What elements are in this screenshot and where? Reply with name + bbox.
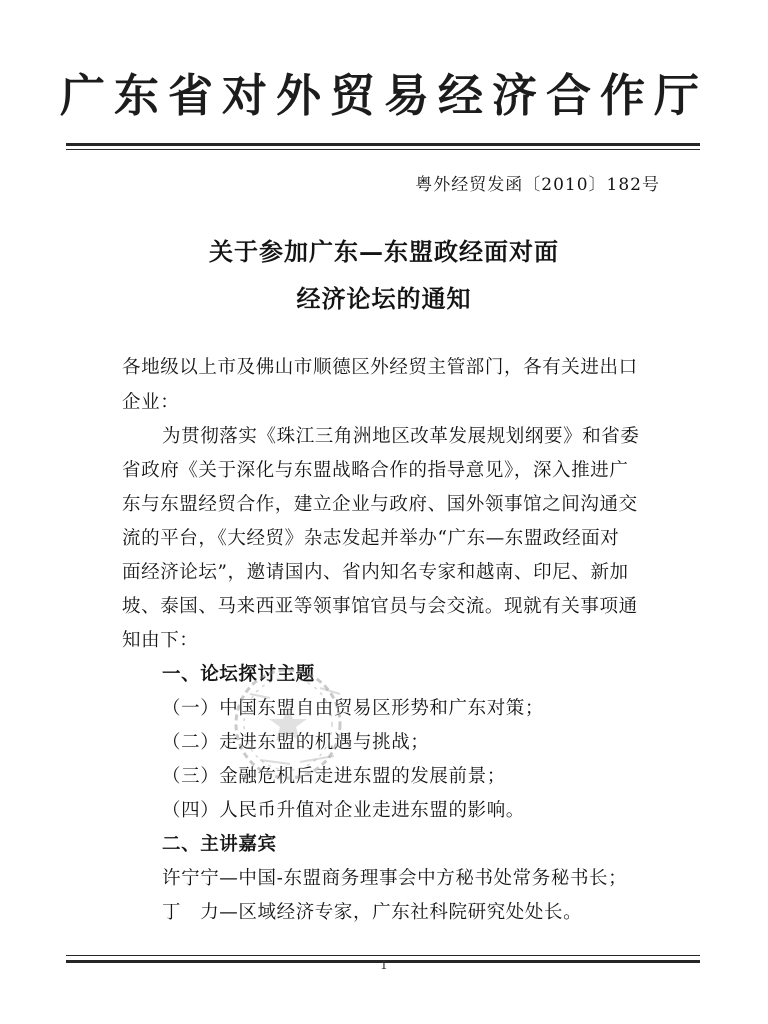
header-rule-thin [66,149,700,150]
document-title-line: 经济论坛的通知 [296,284,472,313]
list-item: （四）人民币升值对企业走进东盟的影响。 [162,800,525,821]
paragraph-line: 东与东盟经贸合作，建立企业与政府、国外领事馆之间沟通交 [122,494,638,515]
footer-rule-thin [66,955,700,956]
section-heading: 二、主讲嘉宾 [162,834,277,855]
list-item: （一）中国东盟自由贸易区形势和广东对策； [162,698,545,719]
list-item: （三）金融危机后走进东盟的发展前景； [162,766,506,787]
paragraph-line: 流的平台，《大经贸》杂志发起并举办“广东—东盟政经面对 [122,528,620,549]
paragraph-line: 为贯彻落实《珠江三角洲地区改革发展规划纲要》和省委 [162,426,640,447]
document-number: 粤外经贸发函〔2010〕182号 [415,175,660,195]
paragraph-line: 知由下： [122,630,199,651]
salutation-line: 各地级以上市及佛山市顺德区外经贸主管部门，各有关进出口 [122,357,638,378]
section-heading: 一、论坛探讨主题 [162,664,315,685]
list-item: 许宁宁—中国-东盟商务理事会中方秘书处常务秘书长； [162,868,628,889]
document-title-line: 关于参加广东—东盟政经面对面 [209,237,559,266]
list-item: （二）走进东盟的机遇与挑战； [162,732,430,753]
header-rule-thick [66,143,700,146]
paragraph-line: 面经济论坛”，邀请国内、省内知名专家和越南、印尼、新加 [122,562,629,583]
salutation-line: 企业： [122,392,180,413]
paragraph-line: 省政府《关于深化与东盟战略合作的指导意见》，深入推进广 [122,460,629,481]
page-number: 1 [380,958,388,972]
organization-header: 广东省对外贸易经济合作厅 [59,69,708,122]
list-item: 丁 力—区域经济专家，广东社科院研究处处长。 [162,902,583,923]
paragraph-line: 坡、泰国、马来西亚等领事馆官员与会交流。现就有关事项通 [122,596,638,617]
